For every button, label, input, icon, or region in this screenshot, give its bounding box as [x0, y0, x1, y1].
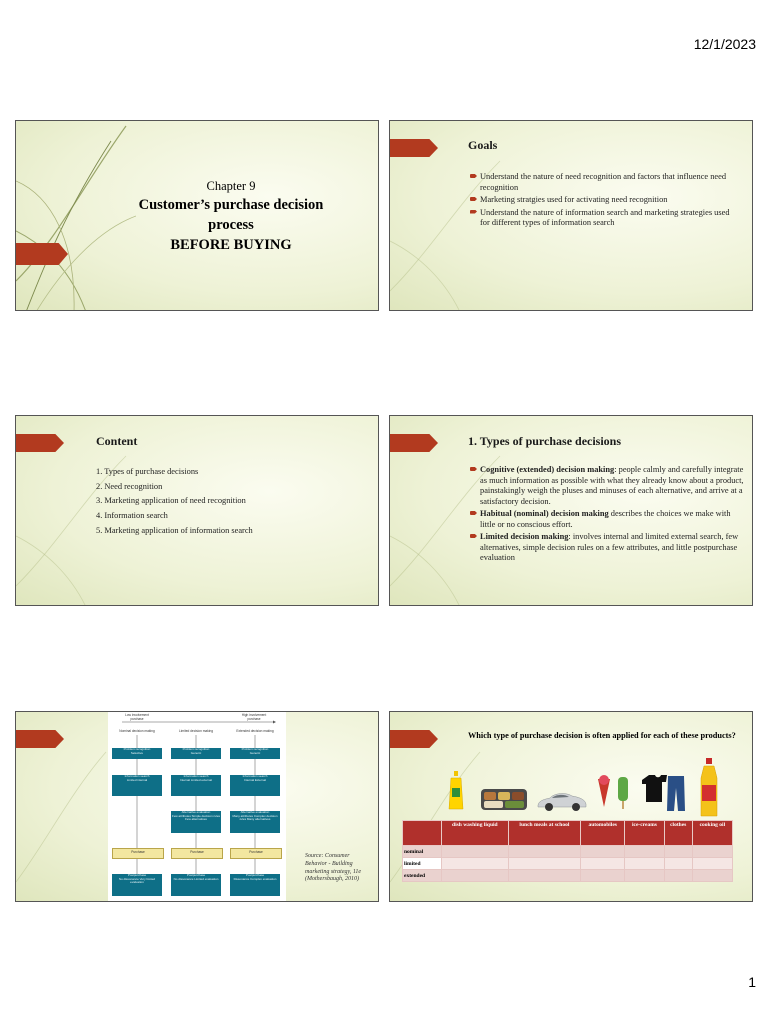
content-list — [96, 465, 366, 539]
list-item: 4. Information search — [96, 511, 168, 521]
table-cell[interactable] — [581, 858, 625, 870]
list-item: Habitual (nominal) decision making describes the choices we make with little or no conscious effort. — [470, 509, 745, 530]
list-item: Marketing stratgies used for activating need recognition — [470, 195, 740, 206]
alt-eval-limited: Alternative evaluation Few attributes Simple decision rules Few alternatives — [171, 811, 221, 833]
purchase-limited: Purchase — [171, 848, 223, 859]
table-corner — [403, 821, 442, 846]
slide-title-line2: process — [208, 217, 254, 233]
problem-recognition-nominal: Problem recognition Selective — [112, 748, 162, 759]
bullet-arrow-icon — [470, 534, 477, 538]
list-item: Understand the nature of information search and marketing strategies used for different types of information search — [470, 208, 740, 229]
types-list — [470, 465, 745, 566]
table-cell[interactable] — [692, 858, 732, 870]
table-cell[interactable] — [581, 846, 625, 858]
ice-cream-icon — [596, 775, 634, 811]
bullet-arrow-icon — [470, 467, 477, 471]
list-item: Cognitive (extended) decision making: people calmly and carefully integrate as much information as possible with what they already know about a product, painstakingly weigh the pluses and minuses of each alternative, and arrive at a satisfactory decision. — [470, 465, 745, 507]
problem-recognition-limited: Problem recognition Generic — [171, 748, 221, 759]
alt-eval-extended: Alternative evaluation Many attributes Complex decision rules Many alternatives — [230, 811, 280, 833]
bullet-arrow-icon — [470, 210, 477, 214]
purchase-nominal: Purchase — [112, 848, 164, 859]
table-cell[interactable] — [442, 858, 509, 870]
slide-content — [15, 415, 379, 606]
table-cell[interactable] — [442, 846, 509, 858]
bullet-arrow-icon — [470, 197, 477, 201]
list-item: 1. Types of purchase decisions — [96, 467, 199, 476]
cooking-oil-bottle-icon — [699, 758, 719, 818]
scale-high-label: High involvement purchase — [241, 713, 267, 721]
table-cell[interactable] — [581, 870, 625, 882]
slide-heading: 1. Types of purchase decisions — [468, 434, 622, 448]
table-cell[interactable] — [508, 870, 580, 882]
slide-heading: Content — [96, 434, 138, 448]
bullet-arrow-icon — [470, 511, 477, 515]
lunch-tray-icon — [480, 786, 528, 812]
table-cell[interactable] — [692, 870, 732, 882]
table-row — [403, 846, 733, 858]
question-text: Which type of purchase decision is often applied for each of these products? — [468, 731, 736, 740]
nominal-column-label: Nominal decision making — [119, 729, 155, 733]
postpurchase-extended: Postpurchase Dissonance Complex evaluation — [230, 874, 280, 896]
slide-heading: Goals — [468, 138, 498, 152]
column-header: ice-creams — [625, 821, 665, 846]
accent-tag — [390, 139, 438, 157]
slide-flowchart — [15, 711, 379, 902]
bullet-arrow-icon — [470, 174, 477, 178]
table-cell[interactable] — [664, 846, 692, 858]
slide-goals — [389, 120, 753, 311]
chapter-label: Chapter 9 — [206, 179, 256, 193]
postpurchase-nominal: Postpurchase No dissonance Very limited evaluation — [112, 874, 162, 896]
table-cell[interactable] — [442, 870, 509, 882]
list-item: Limited decision making: involves internal and limited external search, few alternatives, simple decision rules on a few attributes, and little postpurchase evaluation — [470, 532, 745, 564]
column-header: automobiles — [581, 821, 625, 846]
list-item: 3. Marketing application of need recognition — [96, 496, 246, 506]
purchase-extended: Purchase — [230, 848, 282, 859]
accent-tag — [16, 434, 64, 452]
print-date: 12/1/2023 — [693, 36, 756, 52]
table-row — [403, 870, 733, 882]
list-item: Understand the nature of need recognition and factors that influence need recognition — [470, 172, 740, 193]
column-header: cooking oil — [692, 821, 732, 846]
slide-types — [389, 415, 753, 606]
accent-tag — [390, 730, 438, 748]
slide-title-line1: Customer’s purchase decision — [138, 197, 324, 213]
info-search-nominal: Information search Limited internal — [112, 775, 162, 796]
scale-low-label: Low involvement purchase — [125, 713, 149, 721]
car-icon — [536, 790, 588, 812]
row-label: limited — [403, 858, 442, 870]
table-cell[interactable] — [625, 846, 665, 858]
clothes-icon — [640, 772, 686, 812]
list-item: 2. Need recognition — [96, 481, 163, 491]
flowchart-figure — [108, 712, 286, 902]
list-item: 5. Marketing application of information search — [96, 525, 253, 535]
column-header: lunch meals at school — [508, 821, 580, 846]
table-cell[interactable] — [664, 870, 692, 882]
table-header-row — [403, 821, 733, 846]
table-cell[interactable] — [664, 858, 692, 870]
row-label: nominal — [403, 846, 442, 858]
slide-title-line3: BEFORE BUYING — [170, 237, 292, 253]
problem-recognition-extended: Problem recognition Generic — [230, 748, 280, 759]
swirl-decoration — [16, 121, 136, 311]
row-label: extended — [403, 870, 442, 882]
accent-tag — [390, 434, 438, 452]
column-header: clothes — [664, 821, 692, 846]
decision-type-table — [402, 820, 733, 882]
table-cell[interactable] — [508, 858, 580, 870]
table-row — [403, 858, 733, 870]
info-search-extended: Information search Internal External — [230, 775, 280, 796]
table-cell[interactable] — [625, 870, 665, 882]
limited-column-label: Limited decision making — [178, 729, 214, 733]
table-cell[interactable] — [625, 858, 665, 870]
goals-list — [470, 172, 740, 231]
dish-liquid-bottle-icon — [448, 771, 464, 811]
accent-tag — [16, 730, 64, 748]
slide-question — [389, 711, 753, 902]
slide-title — [15, 120, 379, 311]
page-number: 1 — [748, 974, 756, 990]
column-header: dish washing liquid — [442, 821, 509, 846]
table-cell[interactable] — [508, 846, 580, 858]
source-citation: Source: Consumer Behavior - Building marketing strategy, 11e (Mothersbaugh, 2010) — [305, 853, 362, 883]
extended-column-label: Extended decision making — [236, 729, 274, 733]
info-search-limited: Information search Internal Limited external — [171, 775, 221, 796]
table-cell[interactable] — [692, 846, 732, 858]
postpurchase-limited: Postpurchase No dissonance Limited evaluation — [171, 874, 221, 896]
